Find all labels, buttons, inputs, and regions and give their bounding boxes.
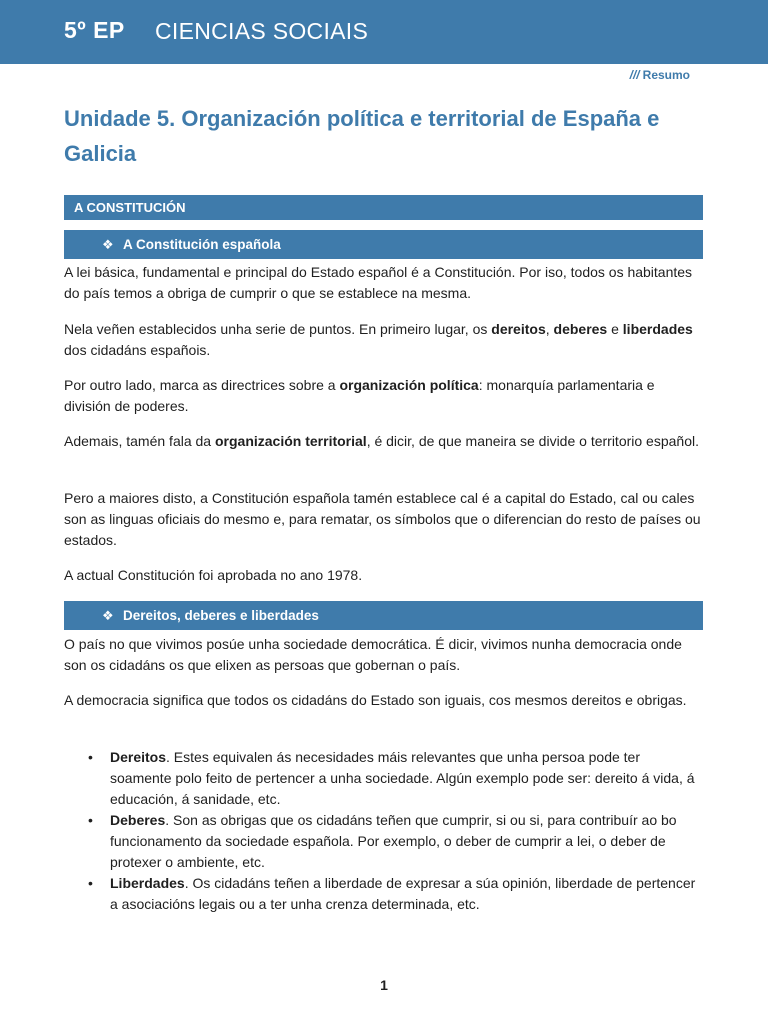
text-segment: , é dicir, de que maneira se divide o territorio español. — [366, 433, 699, 449]
slashes-decoration: /// — [629, 68, 640, 82]
text-segment: e — [607, 321, 623, 337]
paragraph — [64, 431, 704, 452]
bullet-text: . Os cidadáns teñen a liberdade de expresar a súa opinión, liberdade de pertencer a asociacións legais ou a ter unha crenza determinada, etc. — [110, 875, 696, 912]
text-segment: Ademais, tamén fala da — [64, 433, 215, 449]
summary-label: Resumo — [642, 68, 690, 82]
bullet-text: . Son as obrigas que os cidadáns teñen que cumprir, si ou si, para contribuír ao bo funcionamento da sociedade española. Por exemplo, o deber de cumprir a lei, o deber de protexer o ambiente, etc. — [110, 812, 677, 870]
text-segment: A actual Constitución foi aprobada no ano 1978. — [64, 567, 363, 583]
diamond-bullet-icon: ❖ — [102, 237, 114, 252]
subsection-label: Dereitos, deberes e liberdades — [123, 608, 319, 623]
text-segment: O país no que vivimos posúe unha sociedade democrática. É dicir, vivimos nunha democracia onde son os cidadáns os que elixen as persoas que gobernan o país. — [64, 636, 682, 673]
diamond-bullet-icon: ❖ — [102, 608, 114, 623]
text-segment: Nela veñen establecidos unha serie de puntos. En primeiro lugar, os — [64, 321, 492, 337]
bold-term: deberes — [553, 321, 608, 337]
summary-tag — [630, 68, 690, 82]
text-segment: Por outro lado, marca as directrices sobre a — [64, 377, 340, 393]
bullet-text: . Estes equivalen ás necesidades máis relevantes que unha persoa pode ter soamente polo feito de pertencer a unha sociedade. Algún exemplo pode ser: dereito á vida, á educación, á sanidade, etc. — [110, 749, 695, 807]
subsection-heading-constitution — [64, 230, 703, 259]
text-segment: A lei básica, fundamental e principal do Estado español é a Constitución. Por iso, todos os habitantes do país temos a obriga de cumprir o que se establece na mesma. — [64, 264, 693, 301]
subsection-label: A Constitución española — [123, 237, 281, 252]
bullet-dot-icon: • — [88, 812, 93, 828]
text-segment: dos cidadáns españois. — [64, 342, 211, 358]
paragraph — [64, 262, 704, 304]
bullet-term: Deberes — [110, 812, 166, 828]
paragraph — [64, 488, 704, 551]
list-item — [64, 747, 704, 810]
unit-title: Unidade 5. Organización política e territorial de España e Galicia — [64, 106, 660, 166]
header-bar — [0, 0, 768, 64]
bullet-term: Dereitos — [110, 749, 167, 765]
text-segment: Pero a maiores disto, a Constitución española tamén establece cal é a capital do Estado, cal ou cales son as linguas oficiais do mesmo e, para rematar, os símbolos que o diferencian do resto de países ou estados. — [64, 490, 701, 548]
subject-title: CIENCIAS SOCIAIS — [155, 18, 369, 44]
list-item — [64, 873, 704, 915]
paragraph — [64, 690, 704, 711]
paragraph — [64, 634, 704, 676]
paragraph — [64, 565, 704, 586]
bold-term: liberdades — [622, 321, 693, 337]
grade-label: 5º EP — [64, 17, 125, 43]
text-segment: , — [545, 321, 554, 337]
bold-term: dereitos — [491, 321, 546, 337]
bullet-term: Liberdades — [110, 875, 185, 891]
paragraph — [64, 375, 704, 417]
section-heading: A CONSTITUCIÓN — [64, 195, 703, 220]
bold-term: organización territorial — [214, 433, 367, 449]
rights-list — [64, 747, 704, 915]
paragraph — [64, 319, 704, 361]
text-segment: : monarquía parlamentaria e división de poderes. — [64, 377, 655, 414]
bold-term: organización política — [339, 377, 479, 393]
list-item — [64, 810, 704, 873]
bullet-dot-icon: • — [88, 875, 93, 891]
text-segment: A democracia significa que todos os cidadáns do Estado son iguais, cos mesmos dereitos e obrigas. — [64, 692, 687, 708]
subsection-heading-rights — [64, 601, 703, 630]
page-number: 1 — [380, 977, 388, 993]
bullet-dot-icon: • — [88, 749, 93, 765]
